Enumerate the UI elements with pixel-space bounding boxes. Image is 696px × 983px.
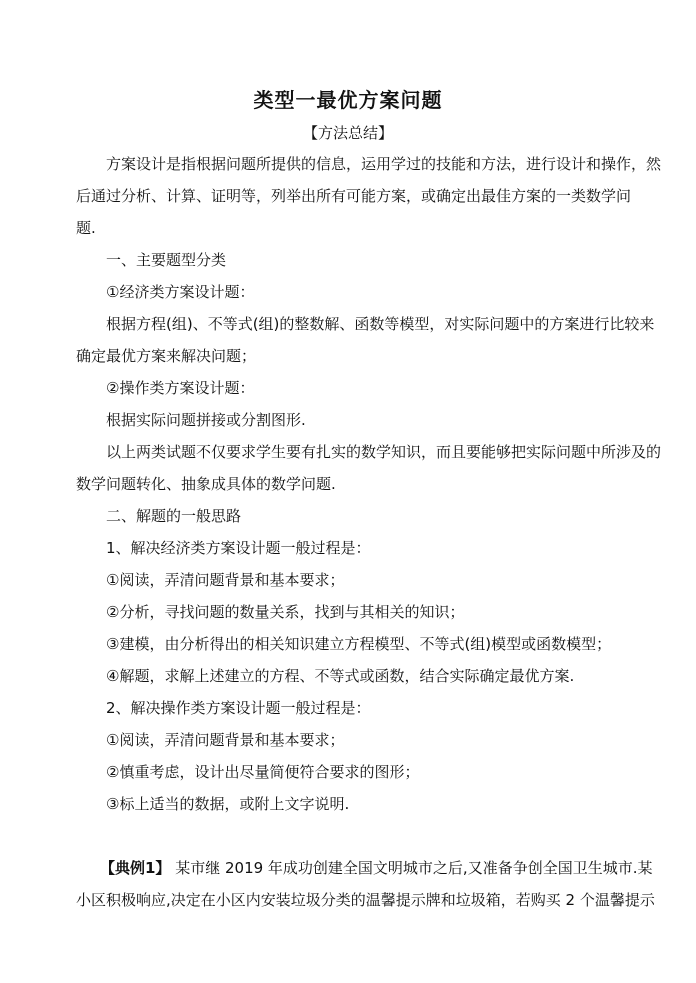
section2-sub1-step-3: ③建模，由分析得出的相关知识建立方程模型、不等式(组)模型或函数模型； (106, 635, 612, 653)
section2-sub1-heading: 1、解决经济类方案设计题一般过程是： (106, 539, 371, 557)
section2-sub2-step-3: ③标上适当的数据，或附上文字说明. (106, 795, 350, 813)
section1-summary-1: 以上两类试题不仅要求学生要有扎实的数学知识，而且要能够把实际问题中所涉及的 (106, 443, 662, 461)
section1-item2-desc: 根据实际问题拼接或分割图形. (106, 411, 306, 429)
intro-line-3: 题. (76, 219, 96, 237)
section1-item1-title: ①经济类方案设计题： (106, 283, 255, 301)
example-label: 【典例1】 (100, 859, 171, 877)
section2-sub1-step-4: ④解题，求解上述建立的方程、不等式或函数，结合实际确定最优方案. (106, 667, 575, 685)
section1-item2-title: ②操作类方案设计题： (106, 379, 255, 397)
example-line-2: 小区积极响应,决定在小区内安装垃圾分类的温馨提示牌和垃圾箱，若购买 2 个温馨提示 (76, 891, 655, 909)
section2-sub1-step-2: ②分析，寻找问题的数量关系，找到与其相关的知识； (106, 603, 465, 621)
example-text-1: 某市继 2019 年成功创建全国文明城市之后,又准备争创全国卫生城市.某 (175, 859, 653, 877)
section2-sub2-step-1: ①阅读，弄清问题背景和基本要求； (106, 731, 345, 749)
section1-heading: 一、主要题型分类 (106, 251, 227, 269)
section2-sub2-step-2: ②慎重考虑，设计出尽量简便符合要求的图形； (106, 763, 420, 781)
section2-sub1-step-1: ①阅读，弄清问题背景和基本要求； (106, 571, 345, 589)
section2-heading: 二、解题的一般思路 (106, 507, 242, 525)
example-line-1 (100, 858, 653, 878)
section-subtitle: 【方法总结】 (302, 124, 393, 142)
page-title: 类型一最优方案问题 (253, 88, 443, 112)
section1-item1-desc-1: 根据方程(组)、不等式(组)的整数解、函数等模型，对实际问题中的方案进行比较来 (106, 315, 655, 333)
section2-sub2-heading: 2、解决操作类方案设计题一般过程是： (106, 699, 371, 717)
intro-line-1: 方案设计是指根据问题所提供的信息，运用学过的技能和方法，进行设计和操作，然 (106, 155, 662, 173)
intro-line-2: 后通过分析、计算、证明等，列举出所有可能方案，或确定出最佳方案的一类数学问 (76, 187, 632, 205)
section1-item1-desc-2: 确定最优方案来解决问题； (76, 347, 257, 365)
section1-summary-2: 数学问题转化、抽象成具体的数学问题. (76, 475, 336, 493)
